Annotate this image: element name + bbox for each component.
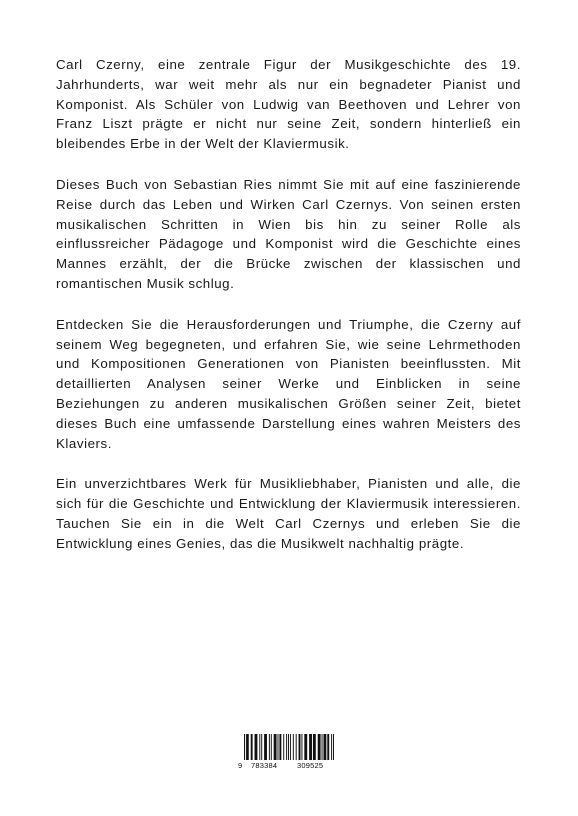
- blurb-text-block: [56, 55, 521, 575]
- barcode-bar: [301, 734, 302, 760]
- barcode-bar: [322, 734, 323, 760]
- barcode-digits-right: 309525: [297, 761, 324, 770]
- barcode-bar: [246, 734, 247, 760]
- barcode-bar: [290, 734, 291, 760]
- blurb-paragraph-2: Dieses Buch von Sebastian Ries nimmt Sie mit auf eine faszinierende Reise durch das Leben und Wirken Carl Czernys. Von seinen ersten musikalischen Schritten in Wien bis hin zu seiner Rolle als einflussreicher Pädagoge und Komponist wird die Geschichte eines Mannes erzählt, der die Brücke zwischen der klassischen und romantischen Musik schlug.: [56, 176, 521, 291]
- barcode-bar: [271, 734, 272, 760]
- barcode-bar: [309, 734, 312, 760]
- barcode-bar: [255, 734, 258, 760]
- blurb-paragraph-3: Entdecken Sie die Herausforderungen und Triumphe, die Czerny auf seinem Weg begegneten, und erfahren Sie, wie seine Lehrmethoden und Kompositionen Generationen von Pianisten beeinflussten. Mit detaillierten Analysen seiner Werke und Einblicken in seine Beziehungen zu anderen musikalischen Größen seiner Zeit, bietet dieses Buch eine umfassende Darstellung eines wahren Meisters des Klaviers.: [56, 316, 521, 451]
- barcode-bar: [333, 734, 334, 760]
- barcode-bar: [283, 734, 284, 760]
- barcode-bar: [313, 734, 316, 760]
- barcode-bar: [278, 734, 279, 760]
- barcode-bar: [293, 734, 294, 760]
- barcode-bar: [296, 734, 297, 760]
- barcode-bar: [247, 734, 249, 760]
- barcode-bar: [331, 734, 332, 760]
- barcode-bar: [323, 734, 326, 760]
- blurb-paragraph-4: Ein unverzichtbares Werk für Musikliebhaber, Pianisten und alle, die sich für die Geschichte und Entwicklung der Klaviermusik interessieren. Tauchen Sie ein in die Welt Carl Czernys und erleben Sie die Entwicklung eines Genies, das die Musikwelt nachhaltig prägte.: [56, 476, 521, 551]
- barcode-bar: [327, 734, 329, 760]
- barcode-bar: [274, 734, 277, 760]
- barcode-bar: [251, 734, 253, 760]
- barcode-bar: [286, 734, 287, 760]
- barcode-bar: [269, 734, 270, 760]
- barcode-bar: [261, 734, 262, 760]
- barcode-bar: [264, 734, 267, 760]
- barcode-bar: [279, 734, 281, 760]
- barcode-bar: [259, 734, 260, 760]
- blurb-paragraph-1: Carl Czerny, eine zentrale Figur der Musikgeschichte des 19. Jahrhunderts, war weit mehr als nur ein begnadeter Pianist und Komponist. Als Schüler von Ludwig van Beethoven und Lehrer von Franz Liszt prägte er nicht nur seine Zeit, sondern hinterließ ein bleibendes Erbe in der Welt der Klaviermusik.: [56, 57, 521, 152]
- barcode-bar: [299, 734, 301, 760]
- barcode-digits-left: 783384: [251, 761, 278, 770]
- barcode-bar: [304, 734, 307, 760]
- isbn-barcode: [238, 732, 338, 772]
- barcode-digit-first: 9: [238, 761, 243, 770]
- barcode-bar: [318, 734, 321, 760]
- barcode-bar: [288, 734, 289, 760]
- barcode-bar: [244, 734, 245, 760]
